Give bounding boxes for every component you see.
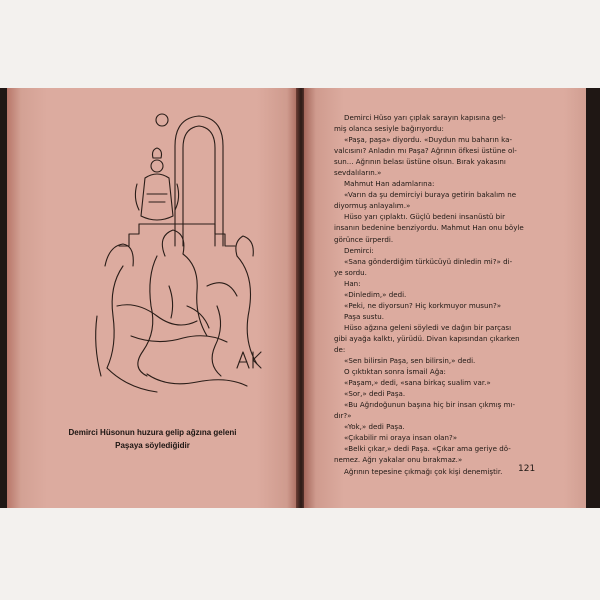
text-line: de: [334, 344, 346, 354]
text-line: valcısını? Anladın mı Paşa? Ağrının öfkesi üstüne ol- [334, 146, 517, 156]
text-line: Demirci Hüso yarı çıplak sarayın kapısına gel- [344, 113, 506, 122]
pasha-throne-illustration [87, 106, 267, 401]
text-line: dır?» [334, 411, 352, 421]
left-page [7, 88, 298, 508]
text-line: ye sordu. [334, 267, 367, 277]
page-text [334, 112, 560, 477]
illustration-caption [17, 426, 288, 452]
text-line: sun... Ağrının belası üstüne olsun. Bırak yakasını [334, 157, 506, 167]
text-line: «Çıkabilir mi oraya insan olan?» [344, 433, 458, 443]
text-line: «Dinledim,» dedi. [344, 289, 407, 299]
text-line: Han: [344, 278, 361, 288]
caption-line: Demirci Hüsonun huzura gelip ağzına geleni [68, 428, 237, 437]
text-line: O çıktıktan sonra İsmail Ağa: [344, 367, 446, 377]
text-line: diyormuş anlayalım.» [334, 201, 411, 211]
text-line: «Peki, ne diyorsun? Hiç korkmuyor musun?» [344, 300, 502, 310]
text-line: «Sana gönderdiğim türkücüyü dinledin mi?» di- [344, 256, 513, 266]
text-line: sevdalıların.» [334, 168, 382, 178]
text-line: Hüso yarı çıplaktı. Güçlü bedeni insanüstü bir [344, 212, 506, 222]
open-book [0, 88, 600, 508]
text-line: Ağrının tepesine çıkmağı çok kişi denemiştir. [344, 466, 503, 476]
text-line: «Paşa, paşa» diyordu. «Duydun mu baharın ka- [344, 135, 513, 145]
text-line: Demirci: [344, 245, 374, 255]
text-line: «Bu Ağrıdoğunun başına hiç bir insan çıkmış mı- [344, 400, 516, 410]
text-line: Paşa sustu. [344, 311, 385, 321]
text-line: Hüso ağzına geleni söyledi ve dağın bir parçası [344, 322, 512, 332]
text-line: miş olanca sesiyle bağırıyordu: [334, 124, 444, 134]
text-line: görünce ürperdi. [334, 234, 394, 244]
text-line: «Paşam,» dedi, «sana birkaç sualim var.» [344, 378, 491, 388]
text-line: «Yok,» dedi Paşa. [344, 422, 405, 432]
right-page [304, 88, 586, 508]
page-number: 121 [518, 464, 536, 474]
text-line: Mahmut Han adamlarına: [344, 179, 435, 189]
text-line: «Belki çıkar,» dedi Paşa. «Çıkar ama geriye dö- [344, 444, 511, 454]
text-line: insanın bedenine benziyordu. Mahmut Han onu böyle [334, 223, 524, 233]
caption-line: Paşaya söylediğidir [115, 441, 190, 450]
text-line: nemez. Ağrı yakalar onu bırakmaz.» [334, 455, 463, 465]
text-line: gibi ayağa kalktı, yürüdü. Divan kapısından çıkarken [334, 333, 520, 343]
text-line: «Sen bilirsin Paşa, sen bilirsin,» dedi. [344, 356, 476, 366]
text-line: «Sor,» dedi Paşa. [344, 389, 406, 399]
text-line: «Varın da şu demirciyi buraya getirin bakalım ne [344, 190, 517, 200]
